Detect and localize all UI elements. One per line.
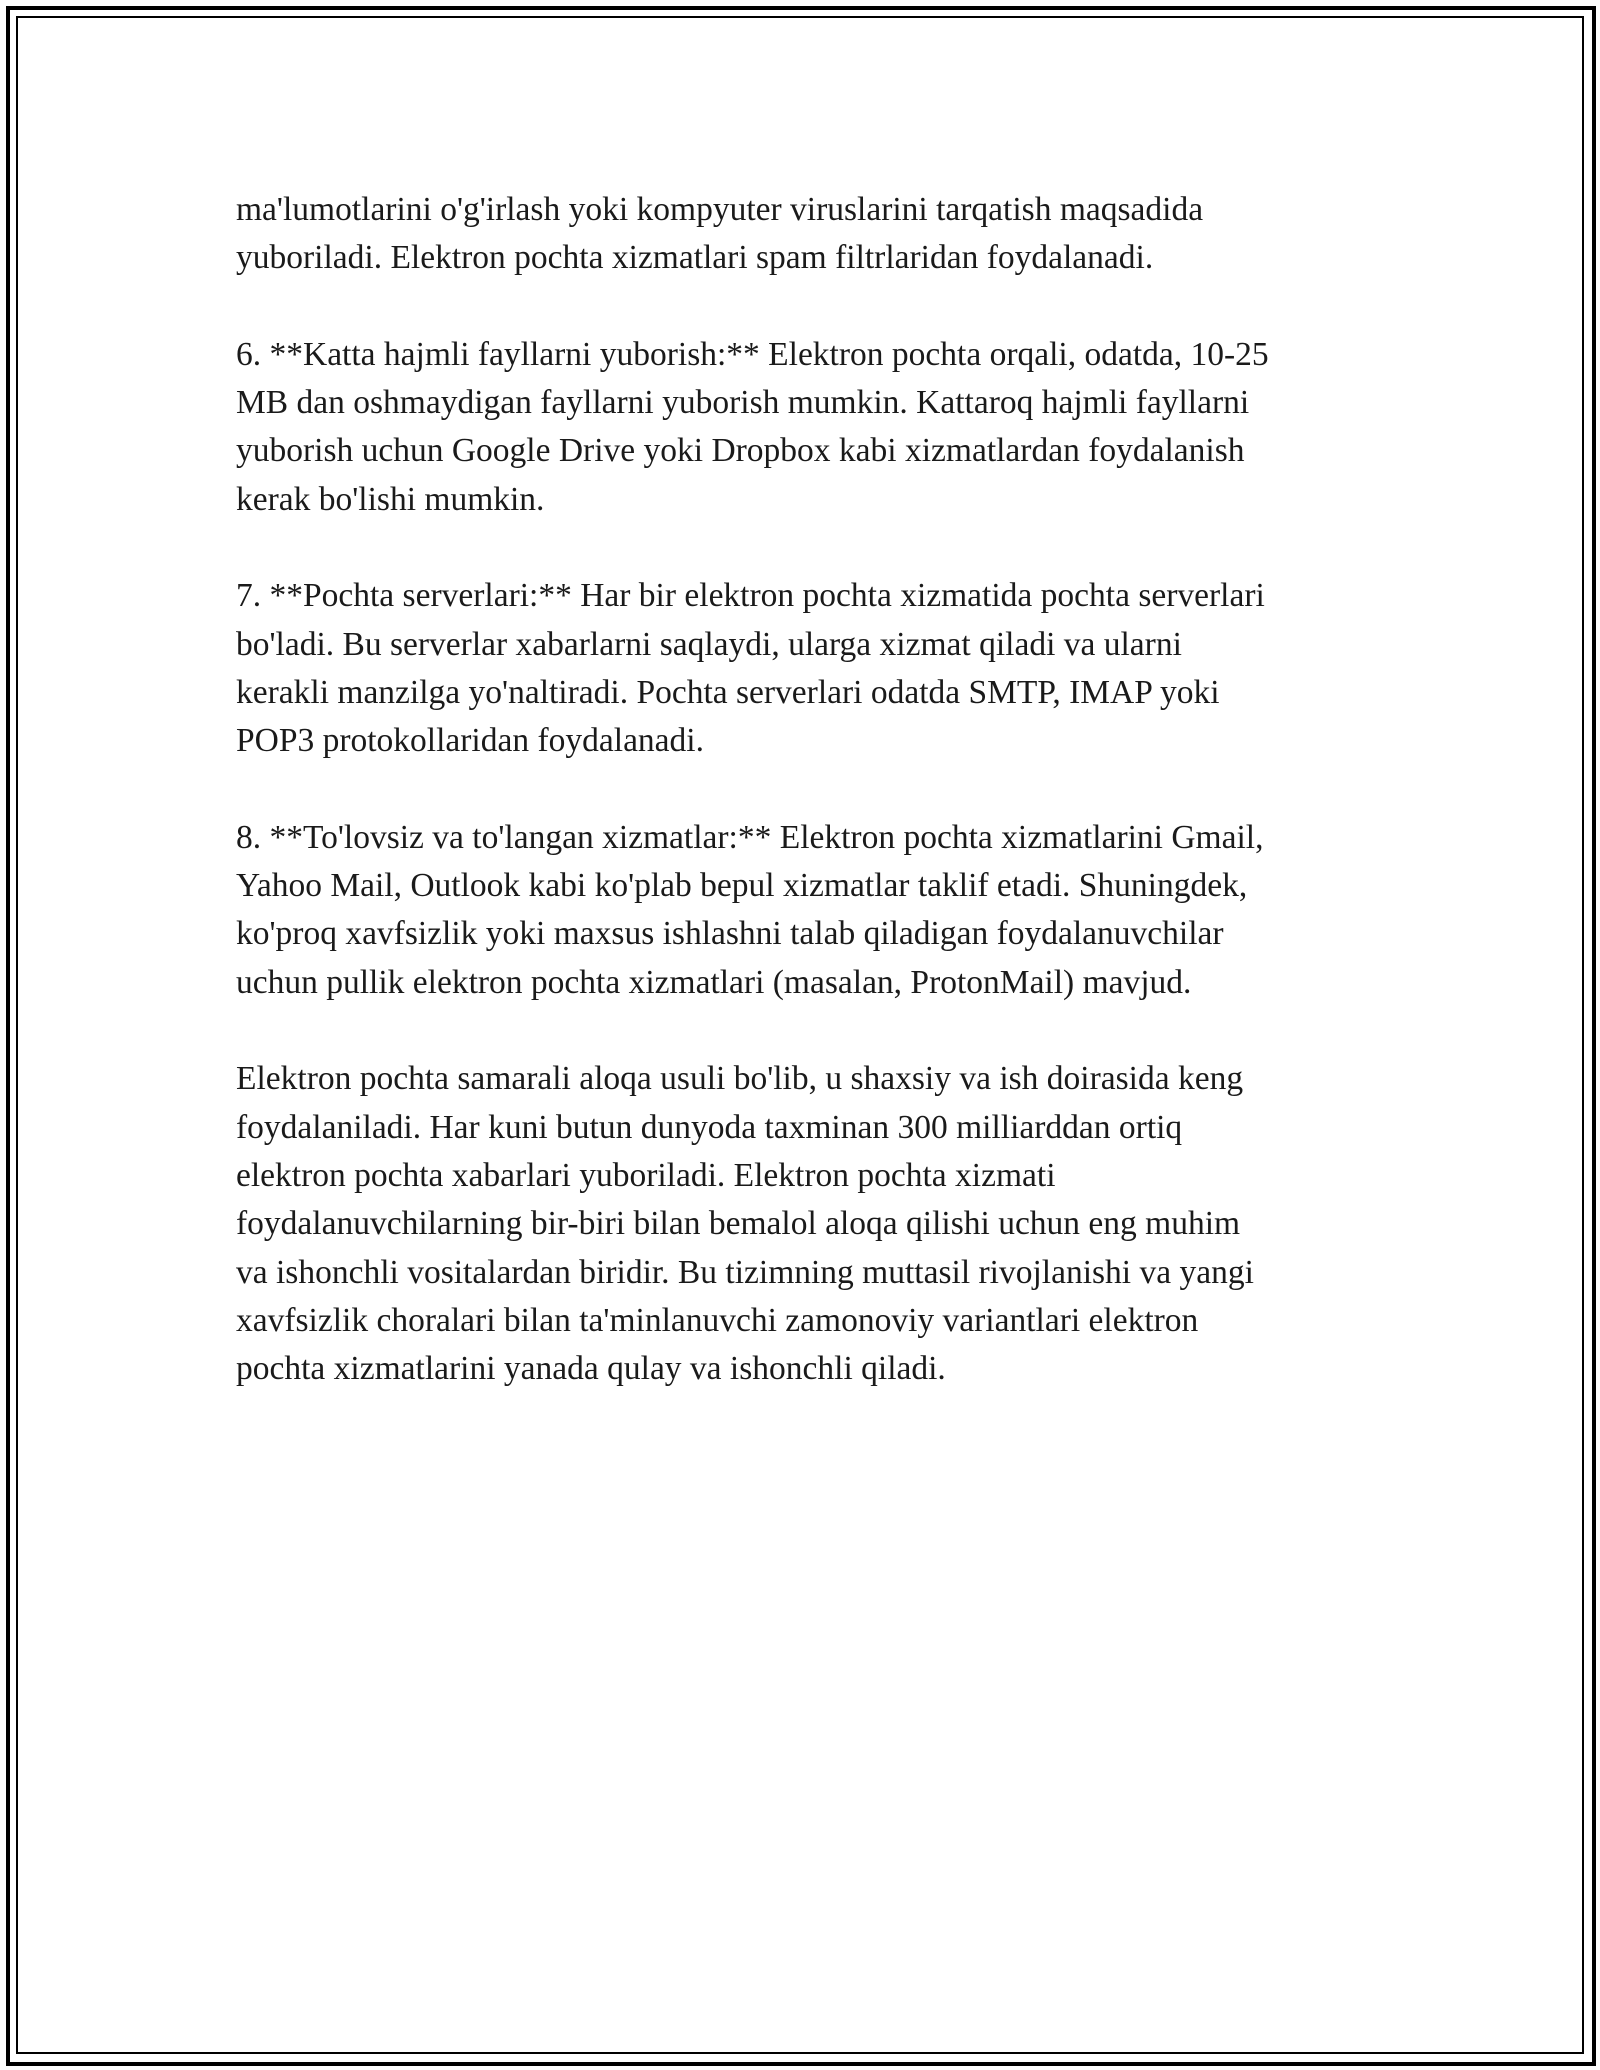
paragraph-spam-continuation: [236, 186, 1386, 283]
document-body: [236, 186, 1386, 1442]
text-line: POP3 protokollaridan foydalanadi.: [236, 722, 704, 760]
text-line: pochta xizmatlarini yanada qulay va ishonchli qiladi.: [236, 1350, 946, 1388]
text-line: yuboriladi. Elektron pochta xizmatlari spam filtrlaridan foydalanadi.: [236, 239, 1154, 277]
text-line: foydalaniladi. Har kuni butun dunyoda taxminan 300 milliarddan ortiq: [236, 1108, 1183, 1146]
text-line: xavfsizlik choralari bilan ta'minlanuvchi zamonoviy variantlari elektron: [236, 1301, 1199, 1339]
text-line: va ishonchli vositalardan biridir. Bu tizimning muttasil rivojlanishi va yangi: [236, 1253, 1254, 1291]
paragraph-conclusion: [236, 1055, 1386, 1393]
text-line: 8. **To'lovsiz va to'langan xizmatlar:** Elektron pochta xizmatlarini Gmail,: [236, 818, 1264, 856]
paragraph-free-paid-services: [236, 814, 1386, 1007]
text-line: foydalanuvchilarning bir-biri bilan bemalol aloqa qilishi uchun eng muhim: [236, 1205, 1241, 1243]
text-line: ma'lumotlarini o'g'irlash yoki kompyuter viruslarini tarqatish maqsadida: [236, 191, 1204, 228]
text-line: bo'ladi. Bu serverlar xabarlarni saqlaydi, ularga xizmat qiladi va ularni: [236, 625, 1182, 663]
text-line: MB dan oshmaydigan fayllarni yuborish mumkin. Kattaroq hajmli fayllarni: [236, 384, 1250, 422]
paragraph-large-files: [236, 331, 1386, 524]
text-line: 7. **Pochta serverlari:** Har bir elektron pochta xizmatida pochta serverlari: [236, 577, 1265, 615]
text-line: kerakli manzilga yo'naltiradi. Pochta serverlari odatda SMTP, IMAP yoki: [236, 673, 1220, 711]
text-line: yuborish uchun Google Drive yoki Dropbox kabi xizmatlardan foydalanish: [236, 432, 1245, 470]
text-line: elektron pochta xabarlari yuboriladi. Elektron pochta xizmati: [236, 1156, 1056, 1194]
text-line: kerak bo'lishi mumkin.: [236, 480, 545, 518]
text-line: Yahoo Mail, Outlook kabi ko'plab bepul xizmatlar taklif etadi. Shuningdek,: [236, 867, 1248, 905]
text-line: Elektron pochta samarali aloqa usuli bo'lib, u shaxsiy va ish doirasida keng: [236, 1060, 1244, 1098]
text-line: uchun pullik elektron pochta xizmatlari (masalan, ProtonMail) mavjud.: [236, 963, 1192, 1001]
text-line: ko'proq xavfsizlik yoki maxsus ishlashni talab qiladigan foydalanuvchilar: [236, 915, 1224, 953]
paragraph-mail-servers: [236, 572, 1386, 765]
text-line: 6. **Katta hajmli fayllarni yuborish:** Elektron pochta orqali, odatda, 10-25: [236, 335, 1269, 373]
